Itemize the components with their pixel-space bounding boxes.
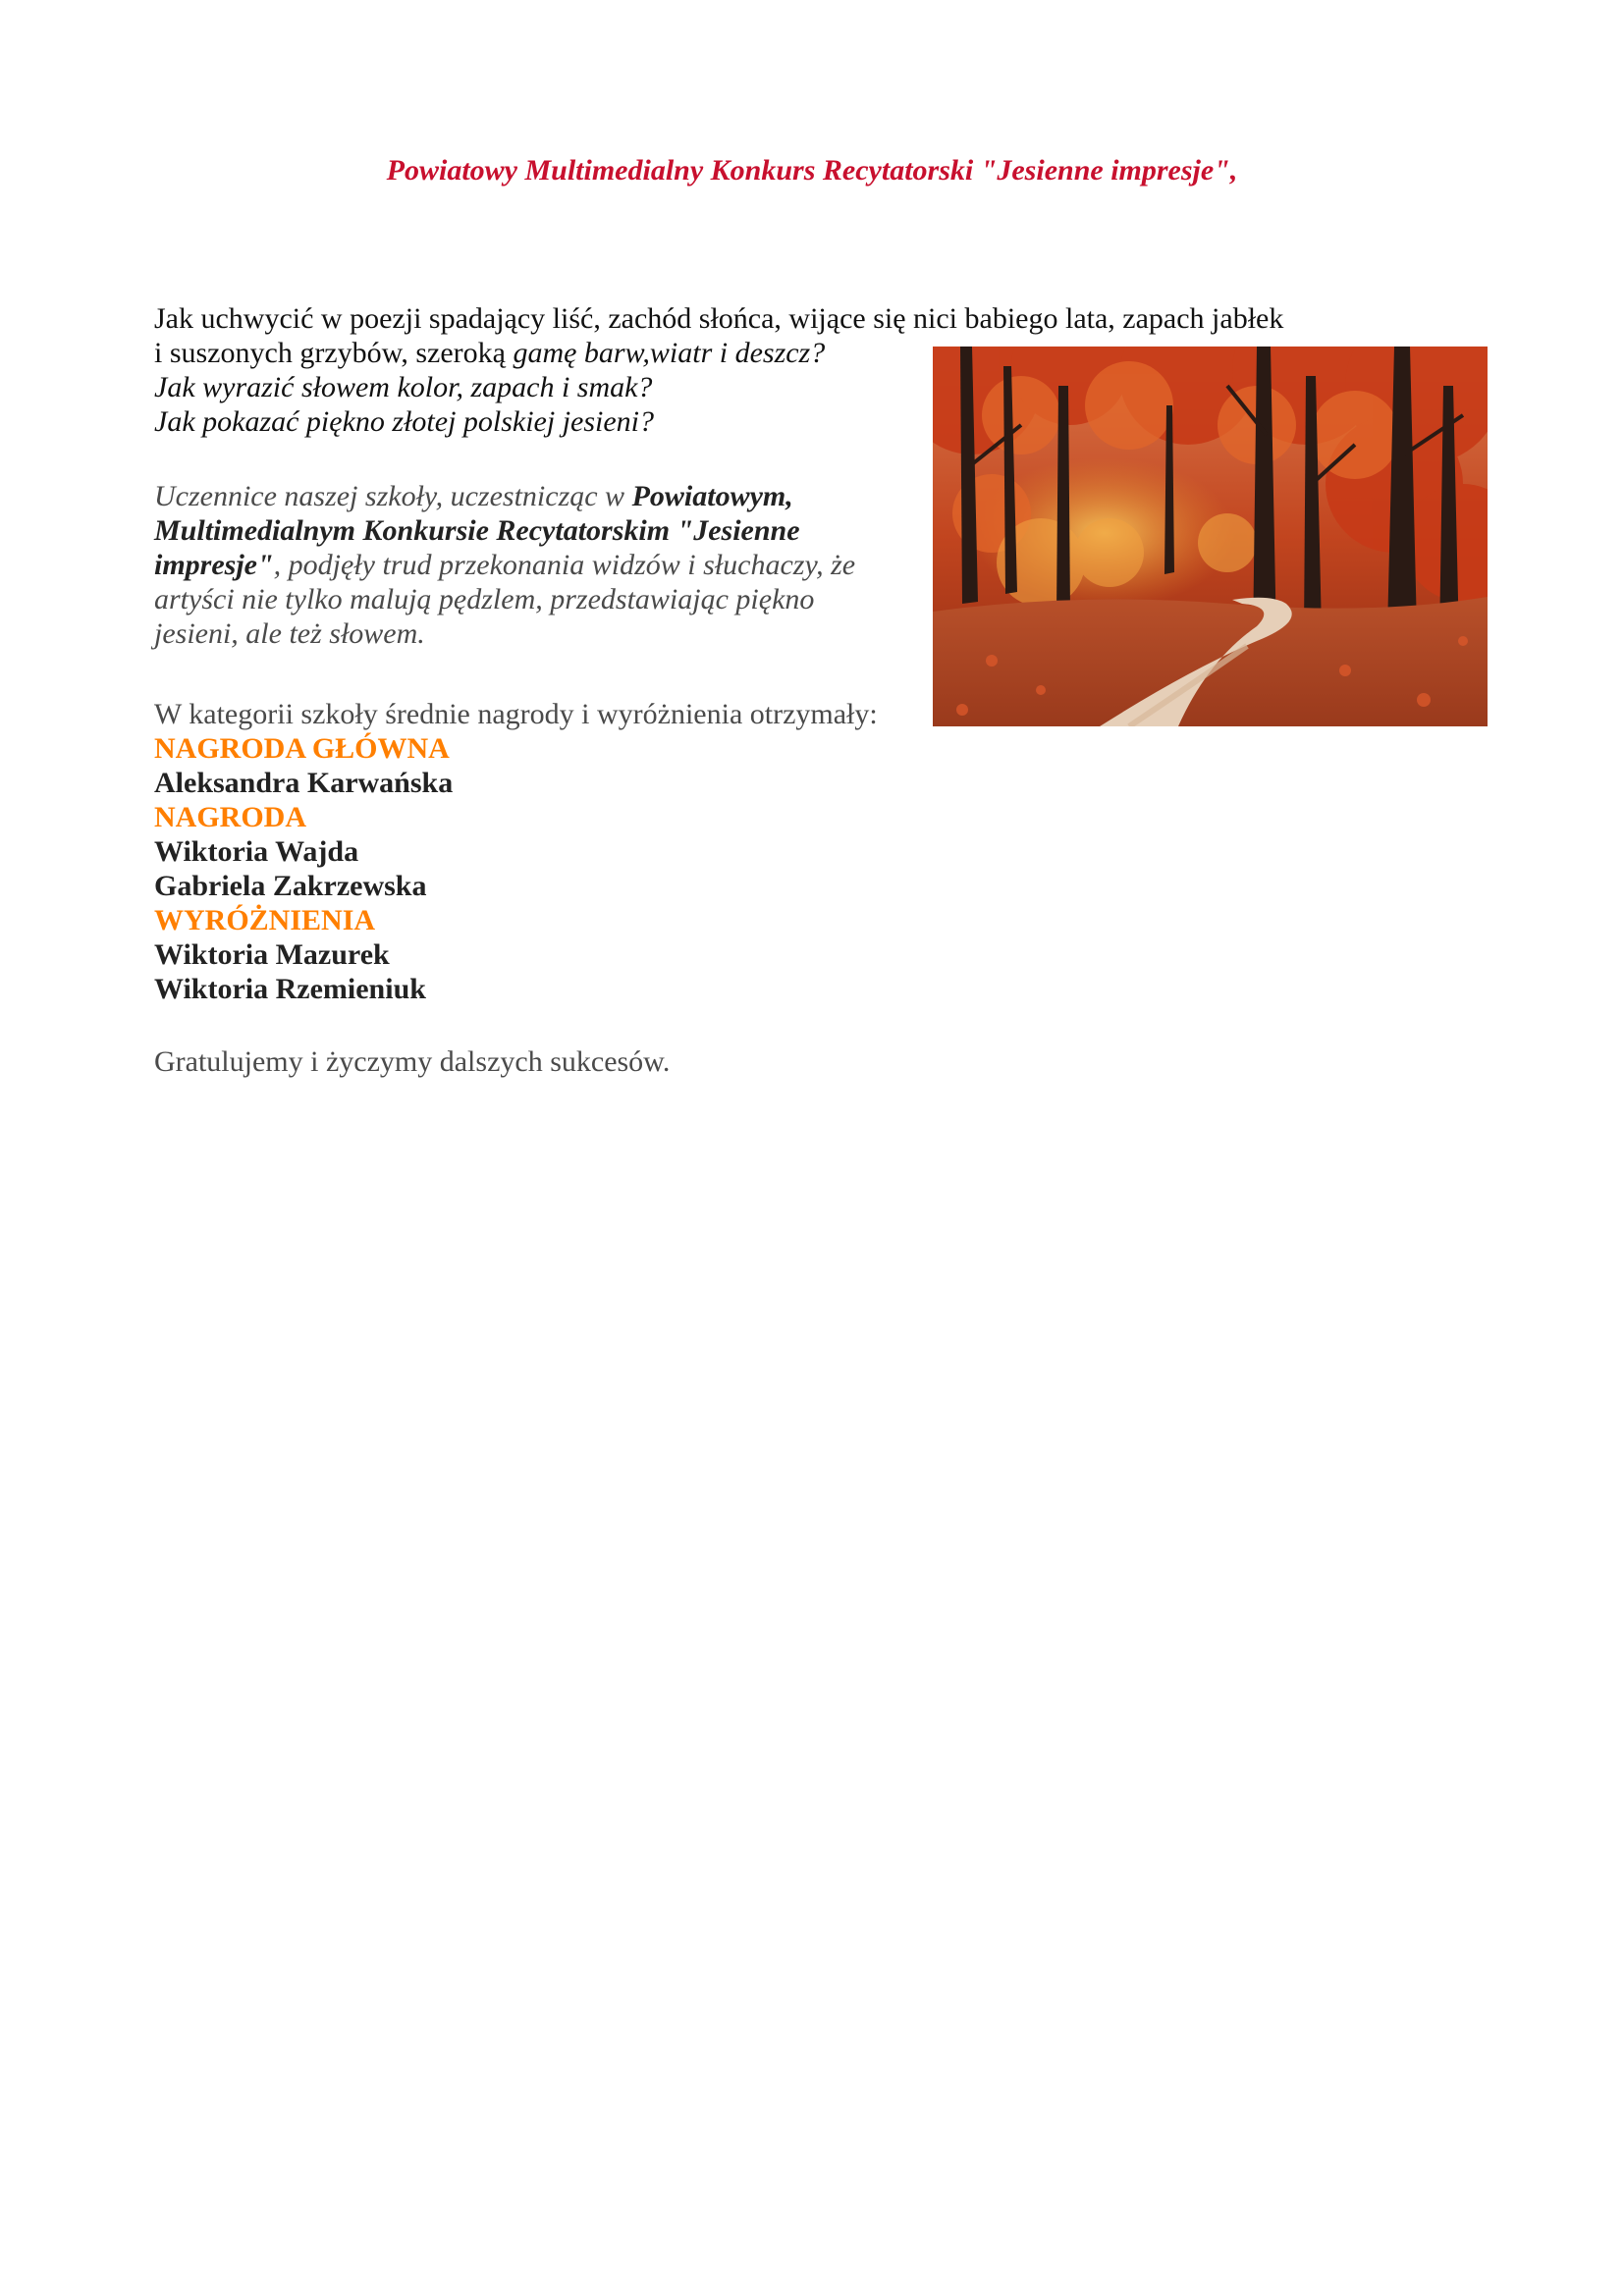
autumn-forest-image [933,347,1488,726]
prize-winner-1: Wiktoria Wajda [154,835,359,868]
paragraph-line-5: jesieni, ale też słowem. [154,617,425,650]
paragraph-line-4: artyści nie tylko malują pędzlem, przedstawiając piękno [154,583,815,615]
paragraph-line-1-italic: Uczennice naszej szkoły, uczestnicząc w [154,480,632,512]
intro-line-2 [154,336,825,370]
intro-line-4: Jak pokazać piękno złotej polskiej jesieni? [154,405,655,438]
paragraph-line-2: Multimedialnym Konkursie Recytatorskim "Jesienne [154,514,800,547]
category-intro: W kategorii szkoły średnie nagrody i wyróżnienia otrzymały: [154,698,878,730]
paragraph-line-1 [154,479,793,513]
paragraph-line-3-bold: impresje" [154,549,274,581]
intro-line-2-italic: gamę barw,wiatr i deszcz? [513,337,826,369]
distinction-2: Wiktoria Rzemieniuk [154,973,426,1005]
distinctions-heading: WYRÓŻNIENIA [154,904,376,936]
closing-text: Gratulujemy i życzymy dalszych sukcesów. [154,1045,671,1078]
prize-heading: NAGRODA [154,801,306,833]
prize-winner-2: Gabriela Zakrzewska [154,870,427,902]
main-prize-heading: NAGRODA GŁÓWNA [154,732,450,765]
paragraph-line-3-italic: , podjęły trud przekonania widzów i słuchaczy, że [273,549,856,581]
page-title: Powiatowy Multimedialny Konkurs Recytatorski "Jesienne impresje", [386,154,1238,187]
distinction-1: Wiktoria Mazurek [154,938,390,971]
main-prize-winner: Aleksandra Karwańska [154,767,454,799]
intro-line-1: Jak uchwycić w poezji spadający liść, zachód słońca, wijące się nici babiego lata, zapach jabłek [154,302,1284,335]
intro-line-3: Jak wyrazić słowem kolor, zapach i smak? [154,371,653,403]
paragraph-line-3 [154,548,855,582]
paragraph-line-1-bold: Powiatowym, [631,480,793,512]
intro-line-2-normal: i suszonych grzybów, szeroką [154,337,514,369]
